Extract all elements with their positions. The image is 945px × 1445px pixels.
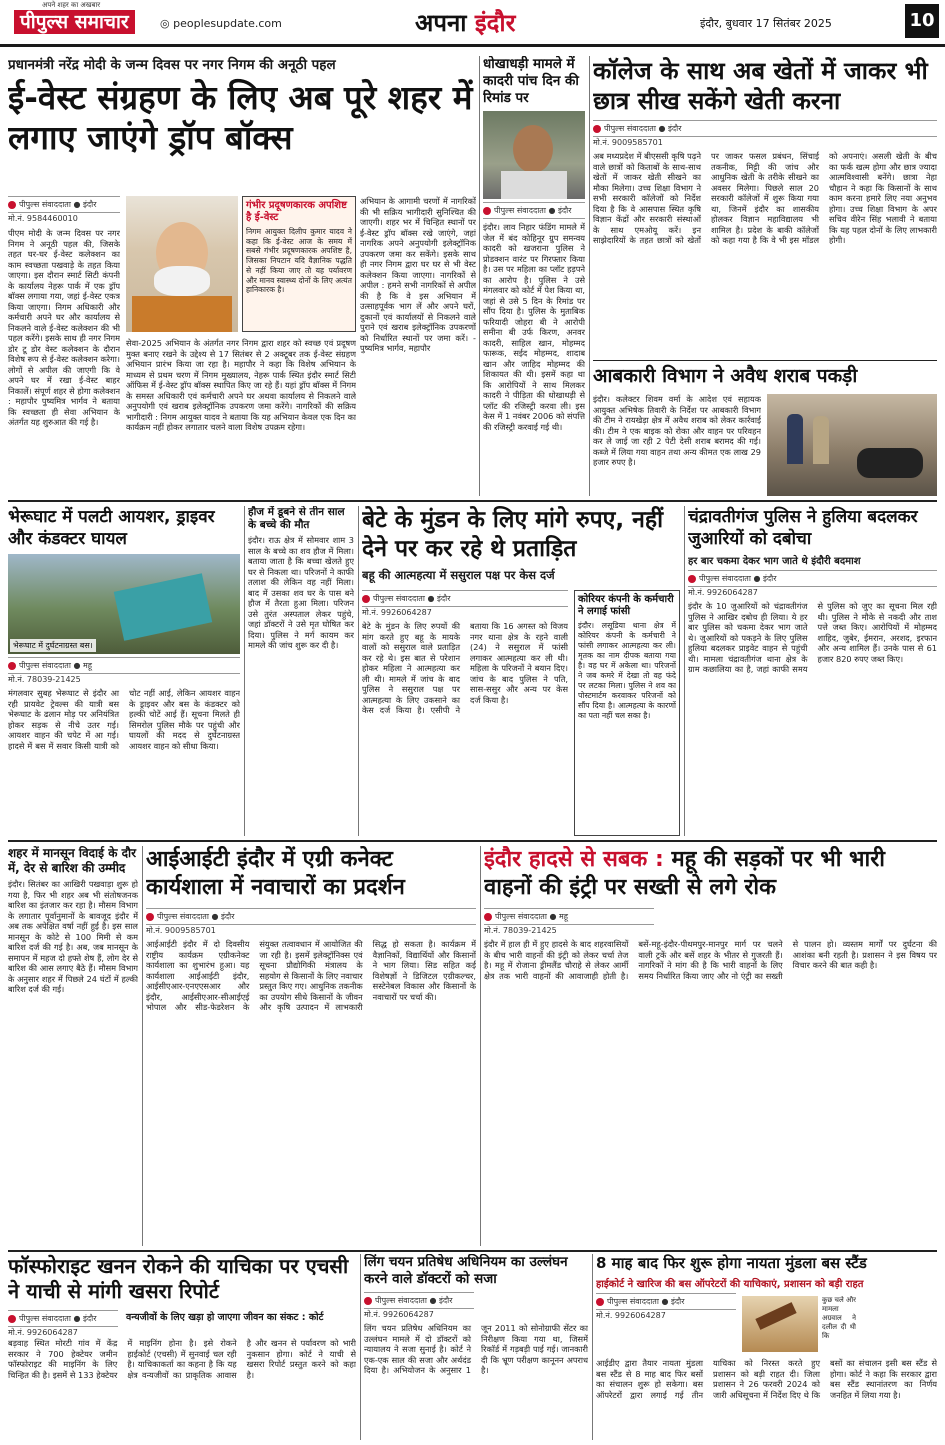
- mhow-headline-red: इंदौर हादसे से सबक :: [484, 847, 664, 872]
- lingchayan-headline: लिंग चयन प्रतिषेध अधिनियम का उल्लंघन करने वाले डॉक्टरों को सजा: [364, 1254, 568, 1287]
- lingchayan-body: लिंग चयन प्रतिषेध अधिनियम का उल्लंघन मामले में दो डॉक्टरों को न्यायालय ने सजा सुनाई है। कोर्ट ने एक-एक साल की सजा और अर्थदंड दिया है। अभियोजन के अनुसार 1 जून 2011 को सोनोग्राफी सेंटर का निरीक्षण किया गया था, जिसमें रिकॉर्ड में गड़बड़ी पाई गई। जानकारी दी कि भ्रूण परीक्षण कानूनन अपराध है।: [364, 1323, 588, 1375]
- college-byline: [593, 120, 937, 137]
- section-title: [415, 6, 515, 39]
- liquor-story: [593, 364, 937, 496]
- drown-story: [248, 506, 354, 836]
- lingchayan-mobile: मो.नं. 9926064287: [364, 1310, 434, 1319]
- reporter-icon: [596, 1298, 604, 1306]
- phosphorite-mobile: मो.नं. 9926064287: [8, 1328, 78, 1337]
- column-divider: [244, 506, 245, 836]
- accident-story: [8, 506, 240, 836]
- section-divider: [8, 840, 937, 842]
- busstand-side-note: कुछ चले और मामला अग्रवाल ने दलील दी थी कि: [822, 1296, 856, 1340]
- section-divider: [593, 360, 937, 361]
- website-text: peoplesupdate.com: [173, 17, 282, 30]
- college-headline: कॉलेज के साथ अब खेतों में जाकर भी छात्र सीख सकेंगे खेती करना: [593, 57, 928, 115]
- gambling-kicker: हर बार चकमा देकर भाग जाते थे इंदौरी बदमाश: [688, 556, 861, 567]
- gavel-icon: [755, 1302, 796, 1330]
- page-number: 10: [905, 4, 939, 38]
- gambling-byline: [688, 570, 937, 587]
- reporter-icon: [8, 662, 16, 670]
- ewaste-col2: सेवा-2025 अभियान के अंतर्गत नगर निगम द्वारा शहर को स्वच्छ एवं प्रदूषण मुक्त बनाए रखने के उद्देश्य से 17 सितंबर से 2 अक्टूबर तक ई-वेस्ट संग्रहण अभियान प्रारंभ किया जा रहा है। महापौर ने कहा कि विशेष अभियान के माध्यम से प्रथम चरण में निगम मुख्यालय, नेहरू पार्क स्थित इंदौर स्मार्ट सिटी ऑफिस में ई-वेस्ट ड्रॉप बॉक्स स्थापित किए जा रहे हैं। यहां ड्रॉप बॉक्स में निगम के समस्त अधिकारी एवं कर्मचारी अपने घर अथवा कार्यालय से निकलने वाले अनुपयोगी एवं खराब इलेक्ट्रॉनिक उपकरण जमा करेंगे। नागरिकों की सक्रिय भागीदारी : निगम आयुक्त यादव ने बताया कि यह अभियान केवल एक दिन का कार्यक्रम नहीं होकर लगातार चलने वाला विशेष उपक्रम रहेगा।: [126, 338, 356, 432]
- logo-text: पीपुल्स समाचार: [14, 10, 135, 34]
- mhow-body: इंदौर में हाल ही में हुए हादसे के बाद शहरवासियों के बीच भारी वाहनों की इंट्री को लेकर चर्चा तेज है। महू में रोजाना ड्रीमलैंड चौराहे से लेकर आर्मी क्षेत्र तक भारी वाहनों की आवाजाही होती है। बसें-महू-इंदौर-पीथमपुर-मानपुर मार्ग पर चलने वाली ट्रकें और बसें शहर के भीतर से गुजरती हैं। नागरिकों ने मांग की है कि भारी वाहनों के लिए समय निर्धारित किया जाए और नो एंट्री का सख्ती से पालन हो। व्यस्तम मार्गों पर दुर्घटना की आशंका बनी रहती है। प्रशासन ने इस विषय पर विचार करने की बात कही है।: [484, 939, 937, 981]
- reporter-icon: [8, 1315, 16, 1323]
- ewaste-col1: पीएम मोदी के जन्म दिवस पर नगर निगम ने अनूठी पहल की, जिसके तहत घर-घर ई-वेस्ट कलेक्शन का काम स्वच्छता पखवाड़े के तहत किया जाएगा। इस दौरान स्मार्ट सिटी कंपनी के कार्यालय नेहरू पार्क में एक ड्रॉप बॉक्स लगाया गया, जहां ई-वेस्ट एकत्र किया जाएगा। निगम अधिकारी और कर्मचारी अपने घर और कार्यालय से निकलने वाले ई-वेस्ट कलेक्शन की भी पहल करेंगे। इसके साथ ही नगर निगम डोर टू डोर वेस्ट कलेक्शन के दौरान विशेष रूप से ई-वेस्ट कलेक्शन करेगा। लोगों से अपील की जाएगी कि वे अपने घर में रखा ई-वेस्ट बाहर निकालें। संपूर्ण शहर से होगा कलेक्शन : महापौर पुष्यमित्र भार्गव ने बताया कि स्वच्छता ही सेवा अभियान के अंतर्गत यह शुरुआत की गई है।: [8, 228, 120, 427]
- mhow-byline-text: पीपुल्स संवाददाता ● महू: [495, 912, 569, 921]
- logo-tagline: अपने शहर का अखबार: [42, 1, 101, 9]
- accident-headline: भेरूघाट में पलटी आयशर, ड्राइवर और कंडक्टर घायल: [8, 507, 215, 549]
- mundan-headline: बेटे के मुंडन के लिए मांगे रुपए, नहीं देने पर कर रहे थे प्रताड़ित: [362, 507, 664, 562]
- mhow-headline-text: महू की सड़कों पर भी भारी वाहनों की इंट्री पर सख्ती से लगे रोक: [484, 847, 885, 900]
- reporter-icon: [8, 201, 16, 209]
- busstand-body: आईडीए द्वारा तैयार नायता मुंडला बस स्टैंड से 8 माह बाद फिर बसों का संचालन शुरू हो सकेगा। बस ऑपरेटरों द्वारा लगाई गई तीन याचिका को निरस्त करते हुए प्रशासन को बड़ी राहत दी। जिला प्रशासन ने 26 फरवरी 2024 को जारी अधिसूचना में निर्देश दिए थे कि बसों का संचालन इसी बस स्टैंड से होगा। कोर्ट ने कहा कि सरकार द्वारा बस स्टैंड स्थानांतरण का निर्णय जनहित में लिया गया है।: [596, 1358, 937, 1400]
- fraud-body: इंदौर। लाव निहार फंडिंग मामले में जेल में बंद कोहिनूर ग्रुप समन्वय कादरी को खजराना पुलिस ने प्रोडक्शन वारंट पर गिरफ्तार किया है। उस पर महिला का प्लॉट हड़पने का आरोप है। पुलिस ने उसे मंगलवार को कोर्ट में पेश किया था, जहां से उसे 5 दिन के रिमांड पर सौंप दिया है। पुलिस के मुताबिक फरियादी जोहरा बी ने आरोपी समीना बी उर्फ किरण, अनवर कादरी, साहिल खान, मोहम्मद फारूक, सईद मोहम्मद, शादाब खान और जाहिद मोहम्मद की शिकायत की थी। इसमें कहा था कि आरोपियों ने साथ मिलकर कादरी ने पीड़िता की धोखाधड़ी से प्लॉट की रजिस्ट्री करवा ली। इस केस में 1 नवंबर 2006 को संपत्ति की रजिस्ट्री करवाई गई थी।: [483, 222, 585, 432]
- bus-shape: [114, 573, 212, 641]
- ewaste-col3: अभियान के आगामी चरणों में नागरिकों की भी सक्रिय भागीदारी सुनिश्चित की जाएगी। शहर भर में चिन्हित स्थानों पर ई-वेस्ट ड्रॉप बॉक्स रखे जाएंगे, जहां नागरिक अपने अनुपयोगी इलेक्ट्रॉनिक उपकरण जमा कर सकेंगे। इसके साथ ही नगर निगम द्वारा घर घर से भी वेस्ट कलेक्शन किया जाएगा। नागरिकों से अपील : हमने सभी नागरिकों से अपील की है कि वे इस अभियान में उत्साहपूर्वक भाग लें और अपने घरों, दुकानों एवं कार्यालयों से निकलने वाले पुराने एवं खराब इलेक्ट्रॉनिक उपकरणों को निर्धारित स्थानों पर जमा करें। - पुष्यमित्र भार्गव, महापौर: [360, 196, 476, 353]
- phosphorite-kicker: वन्यजीवों के लिए खड़ा हो जाएगा जीवन का संकट : कोर्ट: [126, 1312, 324, 1323]
- column-divider: [142, 846, 143, 1246]
- monsoon-headline: शहर में मानसून विदाई के दौर में, देर से बारिश की उम्मीद: [8, 846, 136, 875]
- gambling-headline: चंद्रावतीगंज पुलिस ने हुलिया बदलकर जुआरियों को दबोचा: [688, 507, 918, 549]
- courier-headline: कोरियर कंपनी के कर्मचारी ने लगाई फांसी: [578, 594, 674, 617]
- mundan-body: बेटे के मुंडन के लिए रुपयों की मांग करते हुए बहू के मायके वालों को ससुराल वाले प्रताड़ित कर रहे थे। इस बात से परेशान होकर महिला ने आत्महत्या कर ली थी। मामले में जांच के बाद पुलिस ने ससुराल पक्ष पर आत्महत्या के लिए उकसाने का केस दर्ज किया है। एसीपी ने बताया कि 16 अगस्त को विजय नगर थाना क्षेत्र के रहने वाली (24) ने ससुराल में फांसी लगाकर आत्महत्या कर ली थी। महिला के परिजनों ने बयान दिए। जांच के बाद पुलिस ने पति, सास-ससुर और अन्य पर केस दर्ज किया है।: [362, 621, 568, 715]
- lingchayan-byline: [364, 1292, 474, 1309]
- pm-shawl-shape: [132, 296, 232, 332]
- college-body: अब मध्यप्रदेश में बीएससी कृषि पढ़ने वाले छात्रों को किताबों के साथ-साथ खेतों में जाकर खेती सीखने का मौका मिलेगा। उच्च शिक्षा विभाग ने सभी सरकारी कॉलेजों को निर्देश दिया है कि वे आसपास स्थित कृषि विज्ञान केंद्रों और सरकारी संस्थाओं के साथ एमओयू करें। इन साझेदारियों के तहत छात्रों को खेतों पर जाकर फसल प्रबंधन, सिंचाई तकनीक, मिट्टी की जांच और आधुनिक खेती के तरीके सीखने का अवसर मिलेगा। पिछले साल 20 सरकारी कॉलेजों में शुरू किया गया था, जिनमें इंदौर का शासकीय होलकर विज्ञान महाविद्यालय भी शामिल है। प्रदेश के बाकी कॉलेजों को कहा गया है कि वे भी इस मॉडल को अपनाएं। असली खेती के बीच का फर्क खत्म होगा और छात्र ज्यादा आत्मविश्वासी बनेंगे। छात्रा नेहा चौहान ने कहा कि किसानों के साथ काम करना हमारे लिए नया अनुभव होगा। उच्च शिक्षा विभाग के अपर सचिव वीरेन सिंह भलावी ने बताया कि यह पहल दोनों के लिए लाभकारी होगी।: [593, 151, 937, 245]
- phosphorite-story: [8, 1254, 356, 1440]
- seized-liquor-photo: [767, 394, 937, 496]
- fraud-byline-text: पीपुल्स संवाददाता ● इंदौर: [494, 206, 572, 215]
- mundan-story: [362, 506, 680, 836]
- busstand-story: [596, 1254, 937, 1440]
- reporter-icon: [593, 125, 601, 133]
- phosphorite-byline-text: पीपुल्स संवाददाता ● इंदौर: [19, 1314, 97, 1323]
- reporter-icon: [364, 1297, 372, 1305]
- drown-body: इंदौर। राऊ क्षेत्र में सोमवार शाम 3 साल के बच्चे का शव हौज में मिला। बताया जाता है कि बच्चा खेलते हुए घर से निकला था। परिजनों ने काफी तलाश की लेकिन वह नहीं मिला। बाद में उसका शव घर के पास बने हौज में तैरता हुआ मिला। परिजन उसे तुरंत अस्पताल लेकर पहुंचे, जहां डॉक्टरों ने उसे मृत घोषित कर दिया। पुलिस ने मर्ग कायम कर मामले की जांच शुरू कर दी है।: [248, 535, 354, 650]
- ewaste-box-title: गंभीर प्रदूषणकारक अपशिष्ट है ई-वेस्ट: [246, 200, 347, 223]
- courier-story: [574, 590, 680, 836]
- gambling-story: [688, 506, 937, 836]
- dateline: इंदौर, बुधवार 17 सितंबर 2025: [700, 17, 832, 30]
- column-divider: [592, 1254, 593, 1440]
- ewaste-mobile: मो.नं. 9584460010: [8, 214, 78, 223]
- officer-shape: [813, 416, 829, 464]
- college-story: [593, 56, 937, 356]
- college-mobile: मो.नं. 9009585701: [593, 138, 663, 147]
- mundan-mobile: मो.नं. 9926064287: [362, 608, 432, 617]
- busstand-headline: 8 माह बाद फिर शुरू होगा नायता मुंडला बस स्टैंड: [596, 1254, 867, 1272]
- mundan-byline: [362, 590, 568, 607]
- drown-headline: हौज में डूबने से तीन साल के बच्चे की मौत: [248, 506, 345, 531]
- ewaste-story: [8, 56, 476, 496]
- column-divider: [684, 506, 685, 836]
- pm-photo: [126, 196, 238, 332]
- liquor-headline: आबकारी विभाग ने अवैध शराब पकड़ी: [593, 365, 858, 387]
- reporter-icon: [146, 913, 154, 921]
- fraud-byline: [483, 202, 585, 219]
- pm-beard-shape: [154, 266, 210, 296]
- mhow-byline: [484, 908, 654, 925]
- section-divider: [8, 1250, 937, 1252]
- ewaste-byline: [8, 196, 120, 213]
- accident-photo: [8, 554, 240, 654]
- reporter-icon: [688, 575, 696, 583]
- accident-body: मंगलवार सुबह भेरूघाट से इंदौर आ रही प्रायवेट ट्रेवल्स की यात्री बस भेरूघाट के ढलान मोड़ पर अनियंत्रित होकर सड़क से नीचे उतर गई। आयशर वाहन की चपेट में आ गई। हादसे में बस में सवार किसी यात्री को चोट नहीं आई, लेकिन आयशर वाहन के ड्राइवर और बस के कंडक्टर को हल्की चोटें आई हैं। सूचना मिलते ही सिमरोल पुलिस मौके पर पहुंची और घायलों की मदद से दुर्घटनाग्रस्त आयशर वाहन को सीधा किया।: [8, 688, 240, 751]
- column-divider: [480, 846, 481, 1246]
- section-title-b: इंदौर: [474, 9, 516, 37]
- busstand-byline-text: पीपुल्स संवाददाता ● इंदौर: [607, 1297, 685, 1306]
- ewaste-byline-text: पीपुल्स संवाददाता ● इंदौर: [19, 200, 97, 209]
- column-divider: [589, 56, 590, 496]
- globe-icon: ◎: [160, 17, 174, 30]
- gavel-photo: [742, 1296, 818, 1352]
- column-divider: [358, 506, 359, 836]
- accident-caption: भेरूघाट में दुर्घटनाग्रस्त बस।: [10, 639, 96, 652]
- accident-byline: [8, 657, 240, 674]
- ewaste-highlight-box: [242, 196, 356, 332]
- accused-photo: [483, 111, 585, 199]
- reporter-icon: [362, 595, 370, 603]
- accident-mobile: मो.नं. 78039-21425: [8, 675, 81, 684]
- iiit-byline-text: पीपुल्स संवाददाता ● इंदौर: [157, 912, 235, 921]
- fraud-headline: धोखाधड़ी मामले में कादरी पांच दिन की रिमांड पर: [483, 56, 579, 106]
- accident-byline-text: पीपुल्स संवाददाता ● महू: [19, 661, 93, 670]
- lingchayan-story: [364, 1254, 588, 1440]
- officer-shape: [787, 414, 803, 464]
- reporter-icon: [483, 207, 491, 215]
- monsoon-story: [8, 846, 138, 1246]
- ewaste-kicker: प्रधानमंत्री नरेंद्र मोदी के जन्म दिवस पर नगर निगम की अनूठी पहल: [8, 57, 336, 73]
- iiit-body: आईआईटी इंदौर में दो दिवसीय राष्ट्रीय कार्यक्रम एग्रीकनेक्ट कार्यशाला का शुभारंभ हुआ। यह कार्यशाला आईआईटी इंदौर, आईसीएआर-एनएएसआर और इंदौर, आईसीएआर-सीआईएई भोपाल और सीड-फेडरेशन के संयुक्त तत्वावधान में आयोजित की जा रही है। इसमें इलेक्ट्रॉनिक्स एवं सूचना प्रौद्योगिकी मंत्रालय के सहयोग से किसानों के लिए नवाचार प्रस्तुत किए गए। आधुनिक तकनीक का उपयोग सीधे किसानों के जीवन और कृषि उत्पादन में लाभकारी सिद्ध हो सकता है। कार्यक्रम में वैज्ञानिकों, विद्यार्थियों और किसानों ने भाग लिया। सिड सहित कई विशेषज्ञों ने डिजिटल एग्रीकल्चर, सस्टेनेबल विकास और किसानों के नवाचारों पर चर्चा की।: [146, 939, 476, 1012]
- courier-body: इंदौर। लसूडिया थाना क्षेत्र में कोरियर कंपनी के कर्मचारी ने फांसी लगाकर आत्महत्या कर ली। मृतक का नाम दीपक बताया गया है। वह घर में अकेला था। परिजनों ने जब कमरे में देखा तो वह फंदे पर लटका मिला। पुलिस ने शव का पोस्टमार्टम करवाकर परिजनों को सौंप दिया है। आत्महत्या के कारणों का पता नहीं चल सका है।: [578, 621, 676, 720]
- mundan-kicker: बहू की आत्महत्या में ससुराल पक्ष पर केस दर्ज: [362, 568, 555, 582]
- section-title-a: अपना: [415, 9, 467, 37]
- masthead: [0, 0, 945, 47]
- mundan-byline-text: पीपुल्स संवाददाता ● इंदौर: [373, 594, 451, 603]
- accused-shirt-shape: [501, 171, 567, 199]
- busstand-kicker: हाईकोर्ट ने खारिज की बस ऑपरेटरों की याचिकाएं, प्रशासन को बड़ी राहत: [596, 1279, 864, 1290]
- motorcycle-shape: [857, 448, 923, 478]
- busstand-byline: [596, 1293, 736, 1310]
- liquor-body: इंदौर। कलेक्टर शिवम वर्मा के आदेश एवं सहायक आयुक्त अभिषेक तिवारी के निर्देश पर आबकारी विभाग की टीम ने रायखेड़ा क्षेत्र में अवैध शराब को लेकर कार्रवाई की। टीम ने एक बाइक को रोका और वाहन पर परिवहन कर ले जाई जा रही 2 पेटी देसी शराब बरामद की गई। कब्जे में लिया गया वाहन तथा अन्य कीमत एक लाख 29 हजार रुपए है।: [593, 394, 761, 467]
- monsoon-body: इंदौर। सितंबर का आखिरी पखवाड़ा शुरू हो गया है, फिर भी शहर अब भी संतोषजनक बारिश का इंतजार कर रहा है। मौसम विभाग के लगातार पूर्वानुमानों के बावजूद इंदौर में अब तक अपेक्षित वर्षा नहीं हुई है। इस साल मानसून के कोटे से 100 मिमी से कम बारिश दर्ज की गई है। अब, जब मानसून के समापन में महज दो हफ्ते शेष हैं, लोग देर से बारिश की आस लगाए बैठे हैं। मौसम विभाग के अनुसार शहर में पिछले 24 घंटों में हल्की बारिश दर्ज की गई।: [8, 879, 138, 994]
- column-divider: [360, 1254, 361, 1440]
- phosphorite-headline: फॉस्फोराइट खनन रोकने की याचिका पर एचसी ने याची से मांगी खसरा रिपोर्ट: [8, 1254, 349, 1303]
- iiit-byline: [146, 908, 476, 925]
- ewaste-headline: ई-वेस्ट संग्रहण के लिए अब पूरे शहर में लगाए जाएंगे ड्रॉप बॉक्स: [8, 78, 473, 157]
- busstand-mobile: मो.नं. 9926064287: [596, 1311, 666, 1320]
- phosphorite-body: बड़वाह स्थित मोरटी गांव में केंद्र सरकार ने 700 हेक्टेयर जमीन फॉस्फोराइट की माइनिंग के लिए चिन्हित की है। इसमें से 133 हेक्टेयर में माइनिंग होना है। इसे रोकने हाईकोर्ट (एचसी) में सुनवाई चल रही है। याचिकाकर्ता का कहना है कि यह क्षेत्र वन्यजीवों का प्राकृतिक आवास है और खनन से पर्यावरण को भारी नुकसान होगा। कोर्ट ने याची से खसरा रिपोर्ट प्रस्तुत करने को कहा है।: [8, 1338, 356, 1380]
- gambling-body: इंदौर के 10 जुआरियों को चंद्रावतीगंज पुलिस ने आखिर दबोच ही लिया। ये हर बार पुलिस को चकमा देकर भाग जाते थे। जुआरियों को पकड़ने के लिए पुलिस हुलिया बदलकर प्राइवेट वाहन से पहुंची थी। मामला चंद्रावतीगंज थाना क्षेत्र के ग्राम कछालिया का है, जहां काफी समय से पुलिस को जुए का सूचना मिल रही थी। पुलिस ने मौके से नकदी और ताश पत्ते जब्त किए। आरोपियों में मोहम्मद शाहिद, जुबेर, ईमरान, अरशद, इरफान और अन्य शामिल हैं। उनके पास से 61 हजार 820 रुपए जब्त किए।: [688, 601, 937, 674]
- newspaper-logo: [14, 1, 154, 36]
- ewaste-box-text: निगम आयुक्त दिलीप कुमार यादव ने कहा कि ई-वेस्ट आज के समय में सबसे गंभीर प्रदूषणकारक अपशिष्ट है, जिसका निपटान यदि वैज्ञानिक पद्धति से नहीं किया जाए तो यह पर्यावरण और मानव स्वास्थ्य दोनों के लिए अत्यंत हानिकारक है।: [246, 227, 352, 295]
- section-divider: [8, 500, 937, 502]
- iiit-headline: आईआईटी इंदौर में एग्री कनेक्ट कार्यशाला में नवाचारों का प्रदर्शन: [146, 847, 405, 900]
- website-link[interactable]: [160, 17, 282, 30]
- gambling-mobile: मो.नं. 9926064287: [688, 588, 758, 597]
- phosphorite-byline: [8, 1310, 118, 1327]
- column-divider: [479, 56, 480, 496]
- gambling-byline-text: पीपुल्स संवाददाता ● इंदौर: [699, 574, 777, 583]
- iiit-story: [146, 846, 476, 1246]
- mhow-mobile: मो.नं. 78039-21425: [484, 926, 557, 935]
- iiit-mobile: मो.नं. 9009585701: [146, 926, 216, 935]
- accused-face-shape: [513, 125, 553, 173]
- mhow-headline: [484, 846, 937, 902]
- college-byline-text: पीपुल्स संवाददाता ● इंदौर: [604, 124, 682, 133]
- lingchayan-byline-text: पीपुल्स संवाददाता ● इंदौर: [375, 1296, 453, 1305]
- reporter-icon: [484, 913, 492, 921]
- fraud-story: [483, 56, 585, 496]
- mhow-story: [484, 846, 937, 1246]
